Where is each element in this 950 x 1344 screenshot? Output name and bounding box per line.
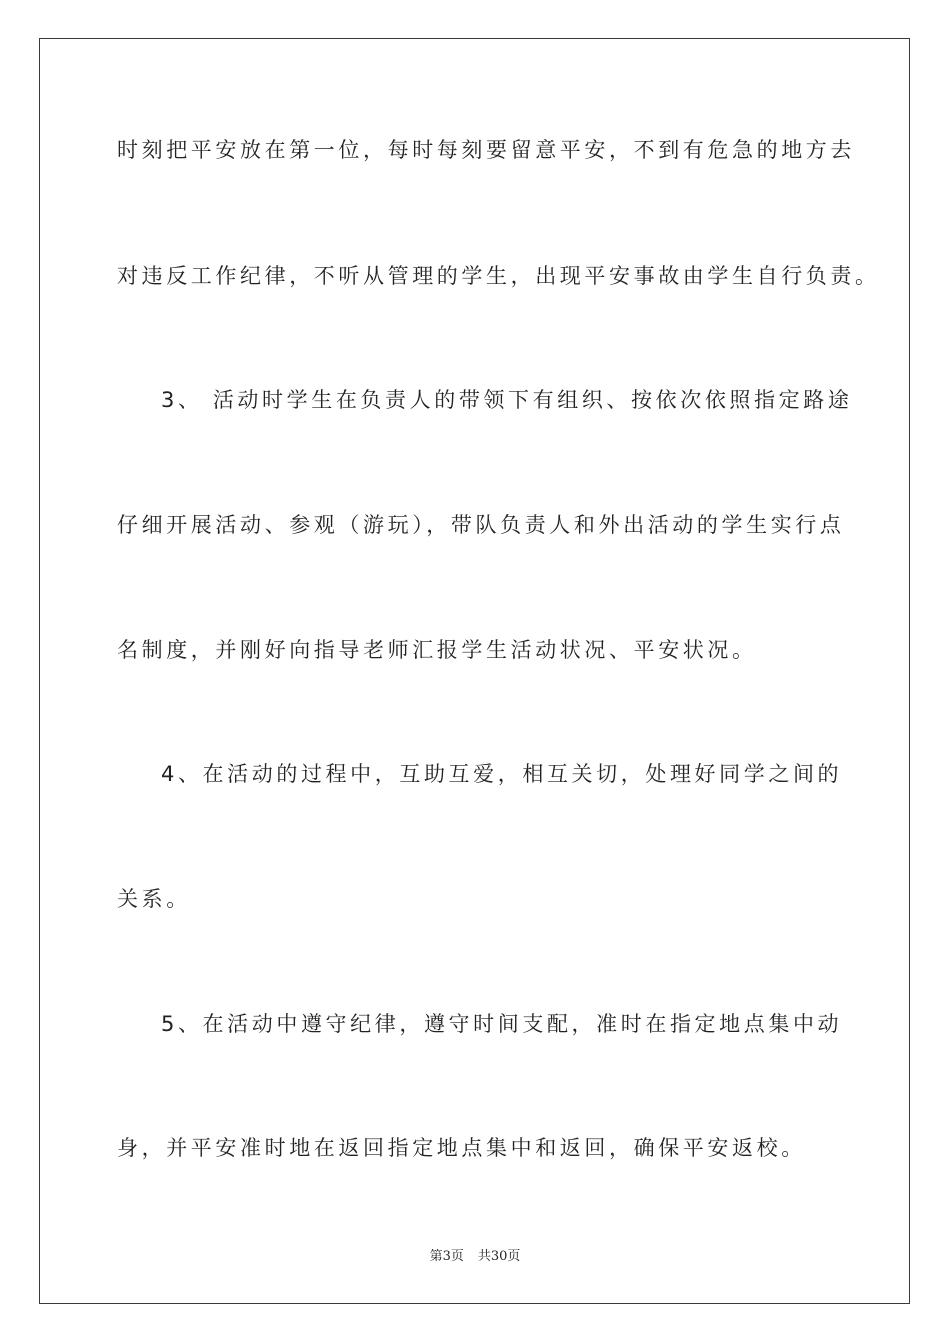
page-frame [39,38,910,1304]
text-line-7: 关系。 [117,887,191,911]
text-line-4: 仔细开展活动、参观（游玩），带队负责人和外出活动的学生实行点 [117,513,845,537]
text-line-2: 对违反工作纪律，不听从管理的学生，出现平安事故由学生自行负责。 [117,264,880,288]
page-number: 第3页 [429,1249,464,1264]
page-total: 共30页 [477,1249,521,1264]
text-line-9: 身，并平安准时地在返回指定地点集中和返回，确保平安返校。 [117,1136,806,1160]
text-line-8: 5、在活动中遵守纪律，遵守时间支配，准时在指定地点集中动 [161,1012,843,1036]
text-line-6: 4、在活动的过程中，互助互爱，相互关切，处理好同学之间的 [161,762,843,786]
page-footer [0,1249,950,1265]
text-line-1: 时刻把平安放在第一位，每时每刻要留意平安，不到有危急的地方去 [117,138,855,162]
text-line-3: 3、 活动时学生在负责人的带领下有组织、按依次依照指定路途 [161,388,853,412]
text-line-5: 名制度，并刚好向指导老师汇报学生活动状况、平安状况。 [117,638,757,662]
